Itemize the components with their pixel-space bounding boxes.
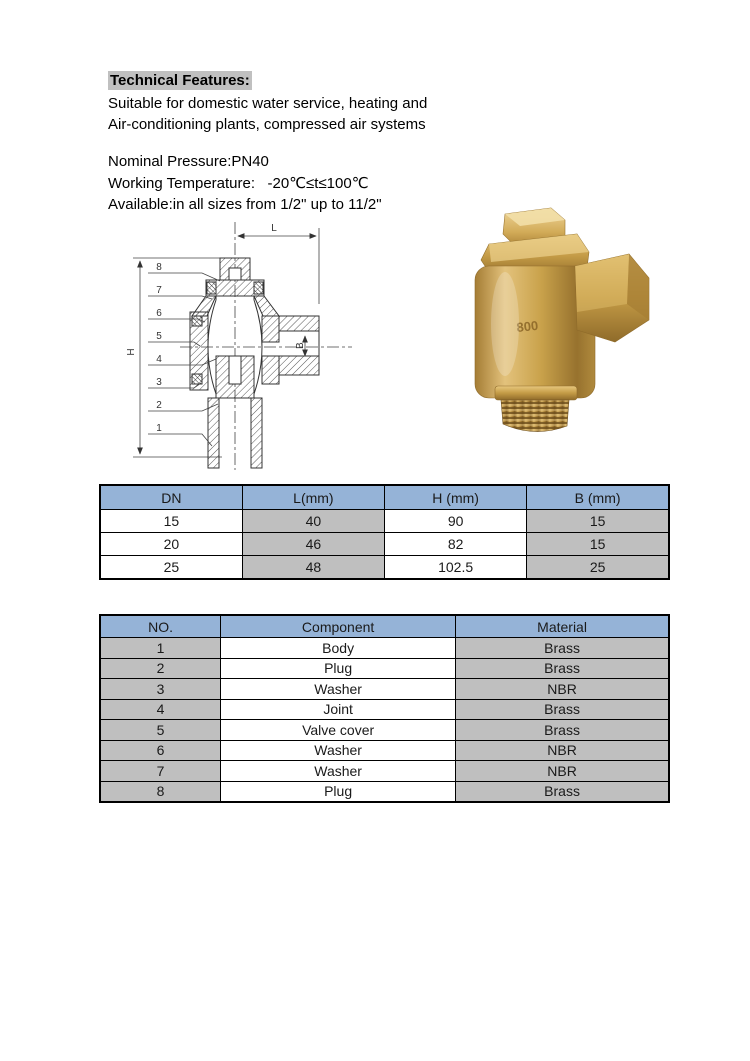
table-row: [100, 761, 669, 782]
cell-h: 102.5: [385, 556, 527, 580]
cell-material: Brass: [456, 720, 669, 741]
cell-b: 15: [527, 533, 669, 556]
col-header-material: Material: [456, 615, 669, 638]
dimension-table: [99, 484, 670, 580]
table-row: [100, 679, 669, 700]
cell-h: 90: [385, 510, 527, 533]
cell-no: 7: [100, 761, 221, 782]
cell-no: 5: [100, 720, 221, 741]
cell-no: 8: [100, 781, 221, 802]
materials-table: [99, 614, 670, 803]
page-title: Technical Features:: [110, 72, 250, 89]
cell-component: Valve cover: [221, 720, 456, 741]
cell-l: 40: [242, 510, 384, 533]
table-row: [100, 699, 669, 720]
table-header-row: [100, 615, 669, 638]
cell-material: Brass: [456, 658, 669, 679]
cell-material: NBR: [456, 679, 669, 700]
dim-label-B: B: [295, 342, 306, 349]
table-row: [100, 510, 669, 533]
table-row: [100, 556, 669, 580]
col-header-no: NO.: [100, 615, 221, 638]
spec-temperature: Working Temperature: -20℃≤t≤100℃: [108, 174, 369, 192]
photo-threads: [501, 400, 569, 432]
col-header-component: Component: [221, 615, 456, 638]
col-header-b: B (mm): [527, 485, 669, 510]
table-row: [100, 781, 669, 802]
drawing-side-port: [279, 316, 319, 331]
cell-no: 2: [100, 658, 221, 679]
table-header-row: [100, 485, 669, 510]
cell-h: 82: [385, 533, 527, 556]
col-header-l: L(mm): [242, 485, 384, 510]
cell-component: Plug: [221, 658, 456, 679]
spec-pressure: Nominal Pressure:PN40: [108, 153, 269, 170]
cell-b: 15: [527, 510, 669, 533]
part-callout-3: 3: [156, 377, 162, 388]
cell-material: NBR: [456, 740, 669, 761]
photo-marking: 800: [515, 317, 539, 335]
cell-component: Body: [221, 638, 456, 659]
cell-no: 3: [100, 679, 221, 700]
table-row: [100, 740, 669, 761]
table-row: [100, 533, 669, 556]
intro-line: Air-conditioning plants, compressed air systems: [108, 116, 426, 133]
part-callout-6: 6: [156, 308, 162, 319]
valve-section-drawing: [110, 214, 354, 472]
cell-component: Washer: [221, 761, 456, 782]
cell-no: 6: [100, 740, 221, 761]
part-callout-4: 4: [156, 354, 162, 365]
intro-text: [108, 93, 427, 135]
dim-label-H: H: [126, 348, 137, 356]
part-callout-1: 1: [156, 423, 162, 434]
spec-list: [108, 151, 382, 216]
intro-line: Suitable for domestic water service, heating and: [108, 95, 428, 112]
cell-component: Joint: [221, 699, 456, 720]
cell-component: Washer: [221, 740, 456, 761]
cell-dn: 20: [100, 533, 242, 556]
dim-label-L: L: [271, 223, 277, 234]
cell-component: Washer: [221, 679, 456, 700]
cell-material: NBR: [456, 761, 669, 782]
col-header-h: H (mm): [385, 485, 527, 510]
table-row: [100, 638, 669, 659]
part-callout-7: 7: [156, 285, 162, 296]
cell-component: Plug: [221, 781, 456, 802]
cell-material: Brass: [456, 781, 669, 802]
part-callout-5: 5: [156, 331, 162, 342]
table-row: [100, 720, 669, 741]
cell-l: 48: [242, 556, 384, 580]
col-header-dn: DN: [100, 485, 242, 510]
cell-material: Brass: [456, 638, 669, 659]
cell-dn: 25: [100, 556, 242, 580]
part-callout-2: 2: [156, 400, 162, 411]
spec-sizes: Available:in all sizes from 1/2" up to 11/2": [108, 196, 382, 213]
part-callout-8: 8: [156, 262, 162, 273]
photo-bottom-collar: [495, 386, 577, 400]
cell-no: 4: [100, 699, 221, 720]
cell-dn: 15: [100, 510, 242, 533]
cell-b: 25: [527, 556, 669, 580]
cell-material: Brass: [456, 699, 669, 720]
cell-l: 46: [242, 533, 384, 556]
cell-no: 1: [100, 638, 221, 659]
valve-product-photo: [443, 204, 653, 436]
table-row: [100, 658, 669, 679]
